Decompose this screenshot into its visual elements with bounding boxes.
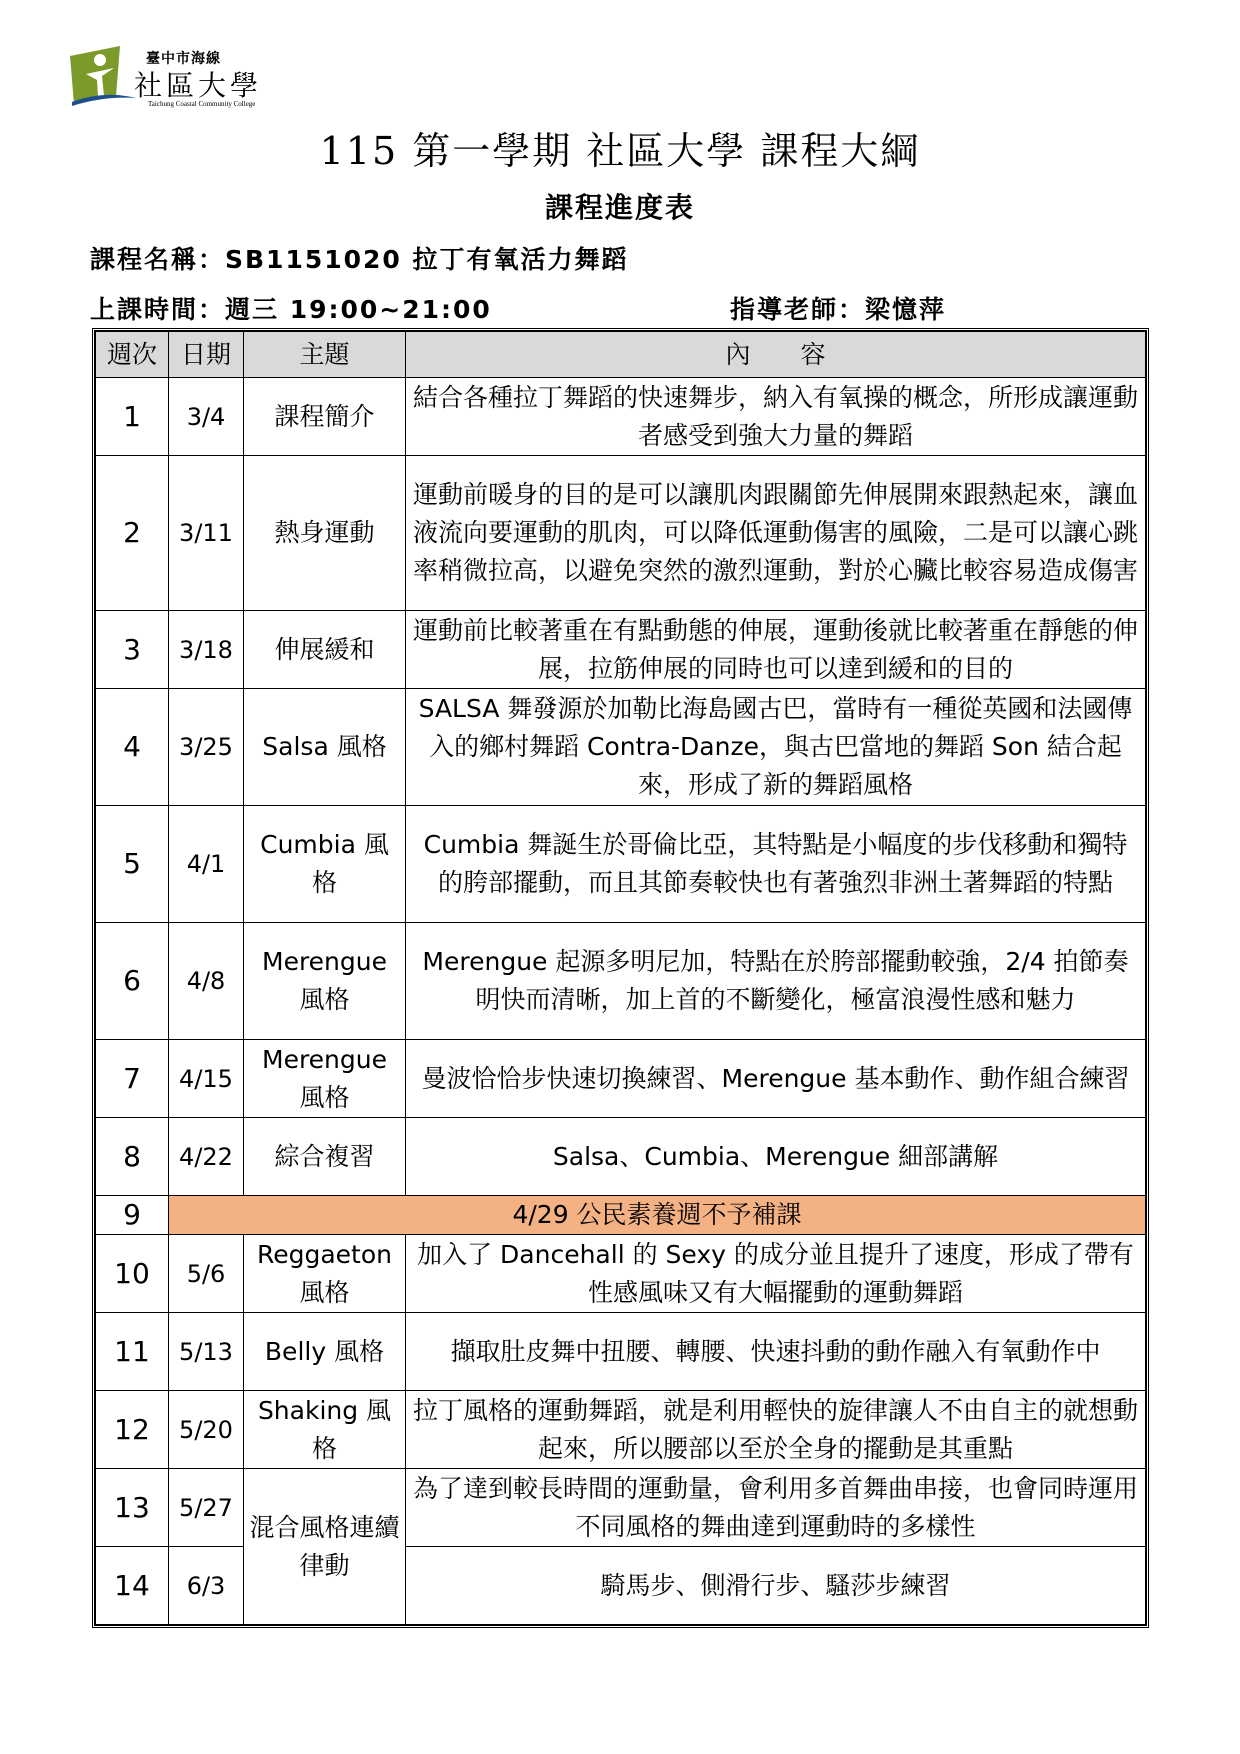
table-row — [96, 456, 1146, 611]
content-cell: 騎馬步、側滑行步、騷莎步練習 — [406, 1547, 1146, 1625]
week-cell: 12 — [96, 1391, 169, 1469]
table-row — [96, 689, 1146, 806]
logo-icon — [68, 46, 138, 108]
content-cell: Merengue 起源多明尼加，特點在於胯部擺動較強，2/4 拍節奏明快而清晰，加上首的不斷變化，極富浪漫性感和魅力 — [406, 923, 1146, 1040]
table-row — [96, 1235, 1146, 1313]
date-cell: 3/25 — [169, 689, 244, 806]
topic-cell: Merengue 風格 — [244, 923, 406, 1040]
header-date: 日期 — [169, 332, 244, 378]
week-cell: 2 — [96, 456, 169, 611]
week-cell: 7 — [96, 1040, 169, 1118]
logo-english-text: Taichung Coastal Community College — [148, 100, 256, 108]
table-row — [96, 806, 1146, 923]
topic-cell: Belly 風格 — [244, 1313, 406, 1391]
header-content: 內 容 — [406, 332, 1146, 378]
content-cell: 為了達到較長時間的運動量，會利用多首舞曲串接，也會同時運用不同風格的舞曲達到運動時的多樣性 — [406, 1469, 1146, 1547]
schedule-table — [92, 328, 1149, 1628]
week-cell: 5 — [96, 806, 169, 923]
class-time: 上課時間：週三 19:00~21:00 — [90, 295, 492, 324]
page-subtitle: 課程進度表 — [544, 191, 695, 224]
topic-cell: Shaking 風格 — [244, 1391, 406, 1469]
date-cell: 5/20 — [169, 1391, 244, 1469]
date-cell: 6/3 — [169, 1547, 244, 1625]
date-cell: 4/1 — [169, 806, 244, 923]
table-row — [96, 1040, 1146, 1118]
table-row — [96, 1469, 1146, 1547]
page-title: 115 第一學期 社區大學 課程大綱 — [319, 129, 921, 173]
date-cell: 4/8 — [169, 923, 244, 1040]
content-cell: 拉丁風格的運動舞蹈，就是利用輕快的旋律讓人不由自主的就想動起來，所以腰部以至於全身的擺動是其重點 — [406, 1391, 1146, 1469]
logo-big-text: 社區大學 — [134, 69, 263, 102]
header-topic: 主題 — [244, 332, 406, 378]
content-cell: 曼波恰恰步快速切換練習、Merengue 基本動作、動作組合練習 — [406, 1040, 1146, 1118]
date-cell: 5/27 — [169, 1469, 244, 1547]
teacher-name: 指導老師：梁憶萍 — [730, 295, 947, 324]
course-name: 課程名稱：SB1151020 拉丁有氧活力舞蹈 — [90, 245, 629, 274]
content-cell: Cumbia 舞誕生於哥倫比亞，其特點是小幅度的步伐移動和獨特的胯部擺動，而且其節奏較快也有著強烈非洲土著舞蹈的特點 — [406, 806, 1146, 923]
topic-cell: 混合風格連續律動 — [244, 1469, 406, 1625]
date-cell: 3/11 — [169, 456, 244, 611]
topic-cell: 熱身運動 — [244, 456, 406, 611]
content-cell: 加入了 Dancehall 的 Sexy 的成分並且提升了速度，形成了帶有性感風味又有大幅擺動的運動舞蹈 — [406, 1235, 1146, 1313]
date-cell: 5/6 — [169, 1235, 244, 1313]
week-cell: 8 — [96, 1118, 169, 1196]
table-row-holiday — [96, 1196, 1146, 1235]
logo-small-text: 臺中市海線 — [146, 51, 221, 67]
topic-cell: Salsa 風格 — [244, 689, 406, 806]
week-cell: 1 — [96, 378, 169, 456]
table-header-row — [96, 332, 1146, 378]
date-cell: 4/15 — [169, 1040, 244, 1118]
week-cell: 11 — [96, 1313, 169, 1391]
week-cell: 10 — [96, 1235, 169, 1313]
topic-cell: 伸展緩和 — [244, 611, 406, 689]
week-cell: 4 — [96, 689, 169, 806]
date-cell: 4/22 — [169, 1118, 244, 1196]
week-cell: 14 — [96, 1547, 169, 1625]
table-row — [96, 1391, 1146, 1469]
table-row — [96, 378, 1146, 456]
holiday-notice: 4/29 公民素養週不予補課 — [169, 1196, 1146, 1235]
content-cell: SALSA 舞發源於加勒比海島國古巴，當時有一種從英國和法國傳入的鄉村舞蹈 Contra-Danze，與古巴當地的舞蹈 Son 結合起來，形成了新的舞蹈風格 — [406, 689, 1146, 806]
content-cell: 擷取肚皮舞中扭腰、轉腰、快速抖動的動作融入有氧動作中 — [406, 1313, 1146, 1391]
date-cell: 3/4 — [169, 378, 244, 456]
date-cell: 3/18 — [169, 611, 244, 689]
table-row — [96, 1313, 1146, 1391]
table-row — [96, 923, 1146, 1040]
content-cell: 運動前比較著重在有點動態的伸展，運動後就比較著重在靜態的伸展，拉筋伸展的同時也可以達到緩和的目的 — [406, 611, 1146, 689]
week-cell: 6 — [96, 923, 169, 1040]
date-cell: 5/13 — [169, 1313, 244, 1391]
topic-cell: 課程簡介 — [244, 378, 406, 456]
week-cell: 13 — [96, 1469, 169, 1547]
topic-cell: Merengue 風格 — [244, 1040, 406, 1118]
content-cell: 運動前暖身的目的是可以讓肌肉跟關節先伸展開來跟熱起來，讓血液流向要運動的肌肉，可以降低運動傷害的風險，二是可以讓心跳率稍微拉高，以避免突然的激烈運動，對於心臟比較容易造成傷害 — [406, 456, 1146, 611]
logo — [68, 44, 278, 114]
topic-cell: Cumbia 風格 — [244, 806, 406, 923]
topic-cell: 綜合複習 — [244, 1118, 406, 1196]
topic-cell: Reggaeton 風格 — [244, 1235, 406, 1313]
table-row — [96, 611, 1146, 689]
content-cell: Salsa、Cumbia、Merengue 細部講解 — [406, 1118, 1146, 1196]
header-week: 週次 — [96, 332, 169, 378]
content-cell: 結合各種拉丁舞蹈的快速舞步，納入有氧操的概念，所形成讓運動者感受到強大力量的舞蹈 — [406, 378, 1146, 456]
week-cell: 3 — [96, 611, 169, 689]
table-row — [96, 1118, 1146, 1196]
week-cell: 9 — [96, 1196, 169, 1235]
